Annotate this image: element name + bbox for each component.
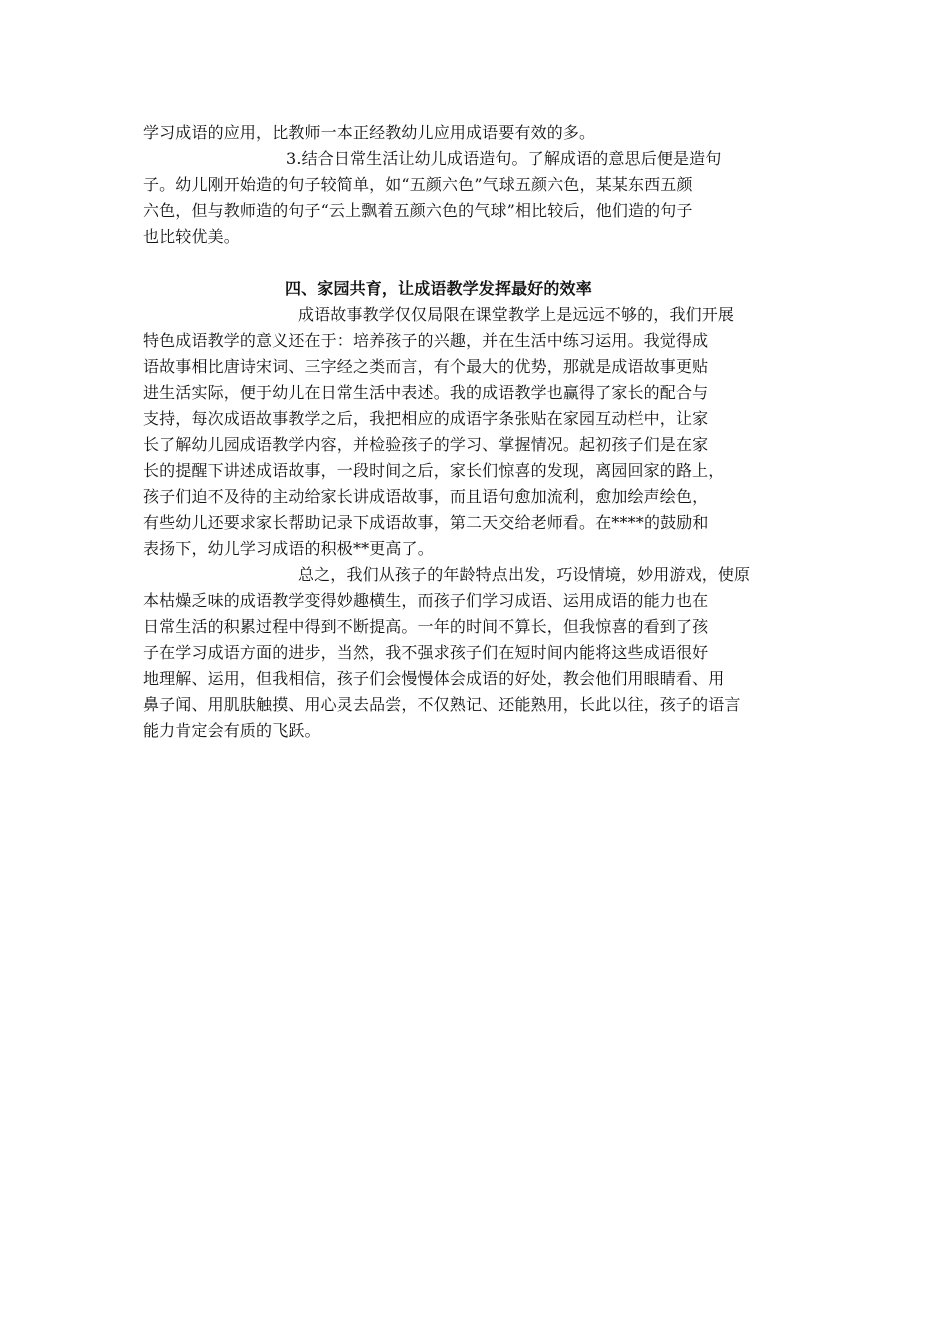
- text-line: 能力肯定会有质的飞跃。: [143, 721, 321, 740]
- text-line: 3.结合日常生活让幼儿成语造句。了解成语的意思后便是造句: [286, 149, 722, 168]
- text-line: 六色，但与教师造的句子“云上飘着五颜六色的气球”相比较后，他们造的句子: [143, 201, 693, 220]
- paragraph-point-3: [143, 146, 809, 250]
- text-line: 进生活实际，便于幼儿在日常生活中表述。我的成语教学也赢得了家长的配合与: [143, 383, 709, 402]
- text-line: 鼻子闻、用肌肤触摸、用心灵去品尝，不仅熟记、还能熟用，长此以往，孩子的语言: [143, 695, 741, 714]
- section-paragraph: [143, 302, 809, 562]
- text-line: 本枯燥乏味的成语教学变得妙趣横生，而孩子们学习成语、运用成语的能力也在: [143, 591, 709, 610]
- text-line: 表扬下，幼儿学习成语的积极**更高了。: [143, 539, 434, 558]
- text-line: 长了解幼儿园成语教学内容，并检验孩子的学习、掌握情况。起初孩子们是在家: [143, 435, 709, 454]
- conclusion-paragraph: [143, 562, 809, 744]
- section-heading: 四、家园共育，让成语教学发挥最好的效率: [285, 279, 592, 298]
- text-line: 孩子们迫不及待的主动给家长讲成语故事，而且语句愈加流利，愈加绘声绘色，: [143, 487, 709, 506]
- text-line: 语故事相比唐诗宋词、三字经之类而言，有个最大的优势，那就是成语故事更贴: [143, 357, 709, 376]
- text-line: 也比较优美。: [143, 227, 240, 246]
- text-line: 长的提醒下讲述成语故事，一段时间之后，家长们惊喜的发现，离园回家的路上，: [143, 461, 725, 480]
- text-line: 支持，每次成语故事教学之后，我把相应的成语字条张贴在家园互动栏中，让家: [143, 409, 709, 428]
- text-line: 有些幼儿还要求家长帮助记录下成语故事，第二天交给老师看。在****的鼓励和: [143, 513, 709, 532]
- text-line: 地理解、运用，但我相信，孩子们会慢慢体会成语的好处，教会他们用眼睛看、用: [143, 669, 725, 688]
- text-line: 总之，我们从孩子的年龄特点出发，巧设情境，妙用游戏，使原: [298, 565, 751, 584]
- text-line: 成语故事教学仅仅局限在课堂教学上是远远不够的，我们开展: [298, 305, 735, 324]
- text-line: 特色成语教学的意义还在于：培养孩子的兴趣，并在生活中练习运用。我觉得成: [143, 331, 709, 350]
- text-line: 子在学习成语方面的进步，当然，我不强求孩子们在短时间内能将这些成语很好: [143, 643, 709, 662]
- text-line: 日常生活的积累过程中得到不断提高。一年的时间不算长，但我惊喜的看到了孩: [143, 617, 709, 636]
- document-page: [143, 120, 809, 744]
- paragraph-continuation: [143, 120, 809, 146]
- text-line: 子。幼儿刚开始造的句子较简单，如“五颜六色”气球五颜六色，某某东西五颜: [143, 175, 693, 194]
- text-line: 学习成语的应用，比教师一本正经教幼儿应用成语要有效的多。: [143, 123, 596, 142]
